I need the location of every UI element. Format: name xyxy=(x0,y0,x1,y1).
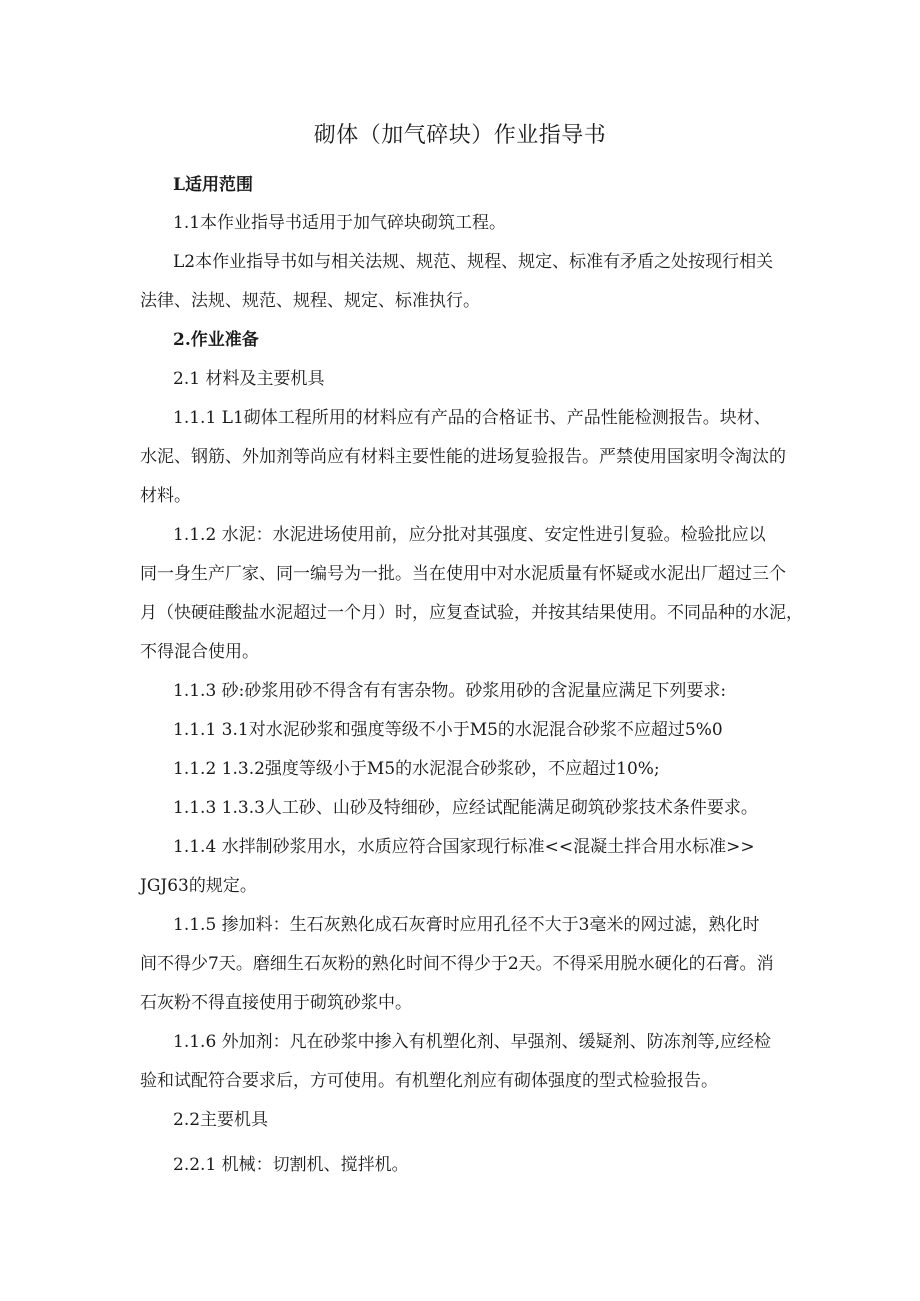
paragraph-line: 1.1.4 水拌制砂浆用水，水质应符合国家现行标准<<混凝土拌合用水标准>> xyxy=(173,837,755,857)
paragraph-line: L2本作业指导书如与相关法规、规范、规程、规定、标准有矛盾之处按现行相关 xyxy=(173,252,774,272)
paragraph-line: 1.1.2 水泥：水泥进场使用前，应分批对其强度、安定性进引复验。检验批应以 xyxy=(173,525,766,545)
paragraph-line: 1.1.2 1.3.2强度等级小于M5的水泥混合砂浆砂，不应超过10%; xyxy=(173,759,660,779)
paragraph-line: 间不得少7天。磨细生石灰粉的熟化时间不得少于2天。不得采用脱水硬化的石膏。消 xyxy=(140,954,774,974)
paragraph-line: 1.1.1 3.1对水泥砂浆和强度等级不小于M5的水泥混合砂浆不应超过5%0 xyxy=(173,720,723,740)
paragraph-line: 材料。 xyxy=(140,486,191,506)
paragraph-line: 不得混合使用。 xyxy=(140,642,259,662)
subsection-heading-machinery: 2.2主要机具 xyxy=(173,1110,269,1130)
paragraph-line: 同一身生产厂家、同一编号为一批。当在使用中对水泥质量有怀疑或水泥出厂超过三个 xyxy=(140,564,786,584)
subsection-heading-materials: 2.1 材料及主要机具 xyxy=(173,369,325,389)
paragraph-line: 1.1.6 外加剂：凡在砂浆中掺入有机塑化剂、早强剂、缓疑剂、防冻剂等,应经检 xyxy=(173,1032,772,1052)
paragraph-line: 月（快硬硅酸盐水泥超过一个月）时，应复查试验，并按其结果使用。不同品种的水泥， xyxy=(140,603,803,623)
section-heading-preparation: 2.作业准备 xyxy=(173,330,259,350)
paragraph-line: 1.1.5 掺加料：生石灰熟化成石灰膏时应用孔径不大于3毫米的网过滤，熟化时 xyxy=(173,915,760,935)
paragraph-line: 2.2.1 机械：切割机、搅拌机。 xyxy=(173,1155,409,1175)
paragraph-line: 1.1.3 1.3.3人工砂、山砂及特细砂，应经试配能满足砌筑砂浆技术条件要求。 xyxy=(173,798,758,818)
paragraph-line: 法律、法规、规范、规程、规定、标准执行。 xyxy=(140,291,480,311)
paragraph-line: 石灰粉不得直接使用于砌筑砂浆中。 xyxy=(140,993,412,1013)
section-heading-scope: L适用范围 xyxy=(173,175,253,195)
paragraph-line: 1.1.3 砂:砂浆用砂不得含有有害杂物。砂浆用砂的含泥量应满足下列要求: xyxy=(173,681,727,701)
document-title: 砌体（加气碎块）作业指导书 xyxy=(313,123,607,148)
paragraph-line: 1.1.1 L1砌体工程所用的材料应有产品的合格证书、产品性能检测报告。块材、 xyxy=(173,408,771,428)
paragraph-line: 1.1本作业指导书适用于加气碎块砌筑工程。 xyxy=(173,213,507,233)
paragraph-line: JGJ63的规定。 xyxy=(140,876,257,896)
paragraph-line: 水泥、钢筋、外加剂等尚应有材料主要性能的进场复验报告。严禁使用国家明令淘汰的 xyxy=(140,447,786,467)
paragraph-line: 验和试配符合要求后，方可使用。有机塑化剂应有砌体强度的型式检验报告。 xyxy=(140,1071,718,1091)
